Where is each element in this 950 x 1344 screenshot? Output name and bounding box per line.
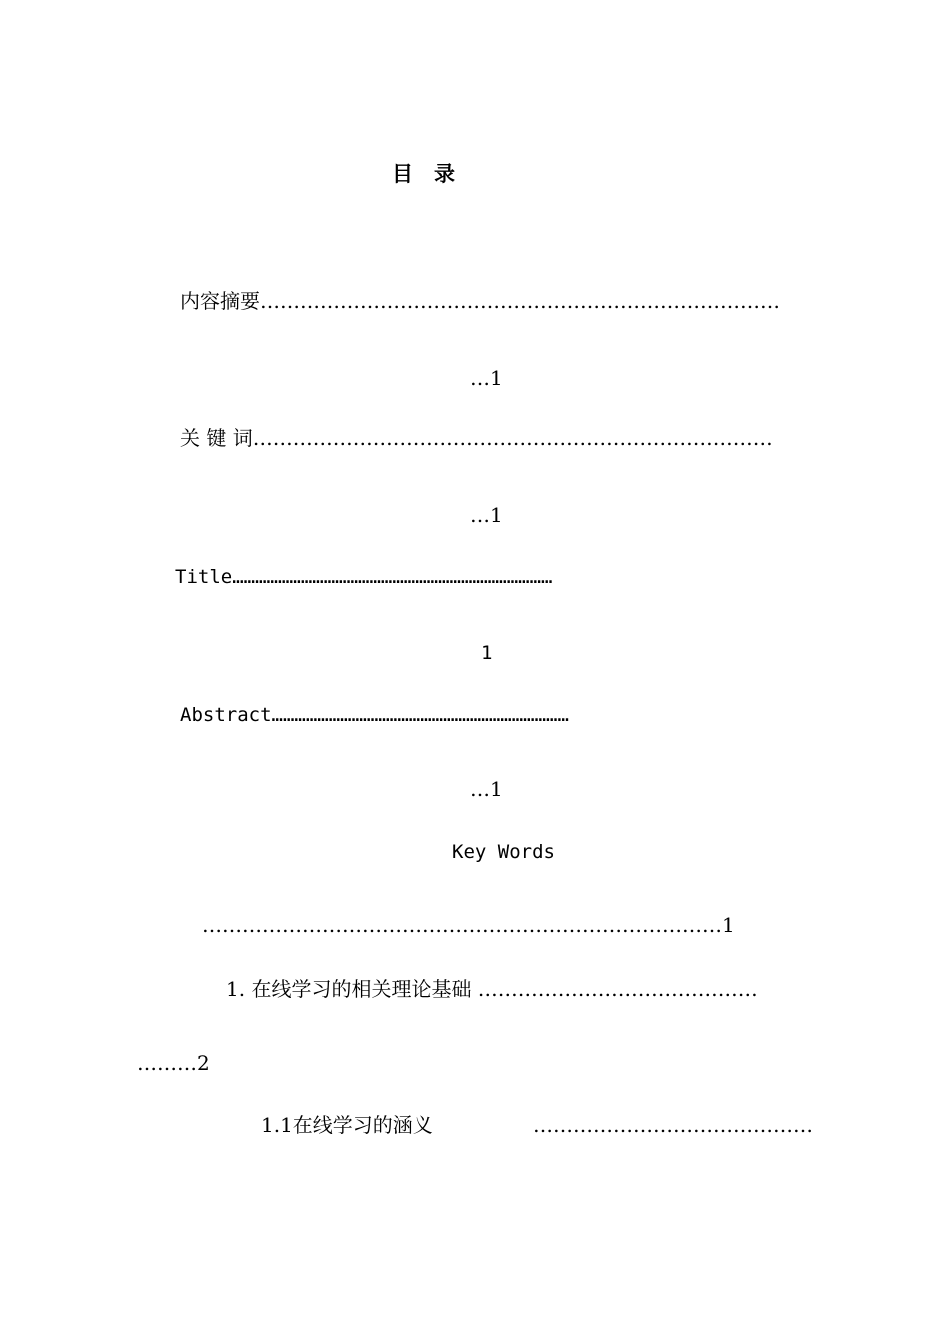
toc-line-page-number: ……………………………………………………………………1 [202,913,735,937]
toc-line-page-number: …1 [470,777,503,801]
toc-line-page-number: …1 [470,366,503,390]
toc-line-key-words: Key Words [452,841,555,863]
toc-line-abstract-en: Abstract…………………………………………………………………… [180,704,569,726]
toc-line-page-number: ………2 [137,1051,210,1075]
toc-line-leader-dots: …………………………………… [533,1113,813,1137]
toc-line-section-1-1: 1.1在线学习的涵义 [261,1113,433,1137]
toc-line-abstract-cn: 内容摘要…………………………………………………………………… [180,289,780,313]
toc-line-title: Title………………………………………………………………………… [175,566,553,588]
toc-line-page-number: …1 [470,503,503,527]
toc-heading: 目 录 [392,161,455,186]
toc-line-section-1: 1. 在线学习的相关理论基础 …………………………………… [226,977,758,1001]
toc-line-keywords-cn: 关 键 词…………………………………………………………………… [180,426,773,450]
toc-line-page-number: 1 [481,642,493,664]
